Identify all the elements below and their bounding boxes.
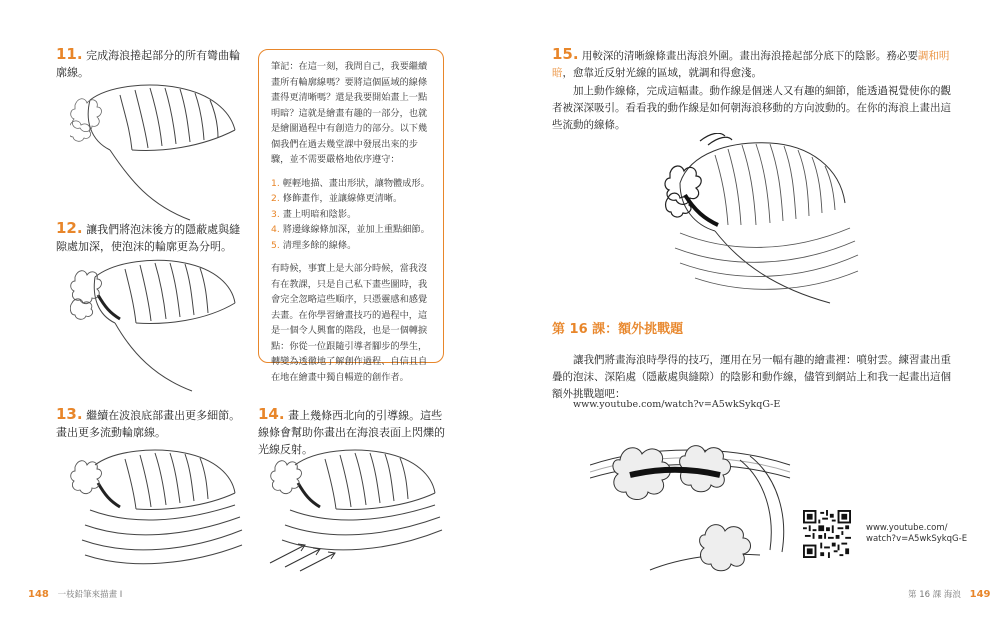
step-15-paragraph: 加上動作線條，完成這幅畫。動作線是個迷人又有趣的細節，能透過視覺使你的觀者被深深吸引。看看我的動作線是如何朝海浪移動的方向波動的。在你的海浪上畫出這些流動的線條。	[552, 85, 951, 131]
wave-drawing-step-15	[660, 133, 860, 308]
qr-code-icon[interactable]	[803, 510, 851, 558]
step-number: 12.	[56, 219, 83, 237]
chapter-title: 第 16 課 海浪	[908, 590, 961, 600]
lesson-url-link[interactable]: www.youtube.com/watch?v=A5wkSykqG-E	[573, 399, 781, 410]
wave-drawing-step-11	[70, 80, 245, 225]
step-number: 14.	[258, 405, 285, 423]
note-intro: 筆記：在這一刻，我問自己，我要繼續畫所有輪廓線嗎？要將這個區域的線條畫得更清晰嗎？還是我要開始畫上一點明暗？這就是繪畫有趣的一部分，也就是繪圖過程中有創造力的部分。以下幾個我們在過去幾堂課中發展出來的步驟，並不需要嚴格地依序遵守：	[271, 61, 428, 165]
lesson-body: 讓我們將畫海浪時學得的技巧，運用在另一幅有趣的繪畫裡：噴射雲。練習畫出重疊的泡沫、深陷處（隱蔽處與縫隙）的陰影和動作線，儘管到網站上和我一起畫出這個額外挑戰題吧：	[552, 354, 951, 400]
page-number: 148	[28, 589, 49, 600]
step-number: 13.	[56, 405, 83, 423]
qr-caption: www.youtube.com/ watch?v=A5wkSykqG-E	[866, 523, 968, 544]
step-text: 用較深的清晰線條畫出海浪外圍。畫出海浪捲起部分底下的陰影。務必要	[581, 50, 918, 62]
right-footer	[908, 588, 991, 600]
step-text: 完成海浪捲起部分的所有彎曲輪廓線。	[56, 49, 241, 79]
step-number: 11.	[56, 45, 83, 63]
note-box	[258, 49, 444, 383]
note-step-item: 4. 將邊緣線條加深，並加上重點細節。	[271, 224, 430, 235]
note-step-item: 3. 畫上明暗和陰影。	[271, 208, 357, 220]
note-steps-list	[271, 176, 431, 254]
note-outro: 有時候，事實上是大部分時候，當我沒有在教課，只是自己私下畫些圖時，我會完全忽略這些順序，只憑靈感和感覺去畫。在你學習繪畫技巧的過程中，這是一個令人興奮的階段，也是一個轉捩點：你從一位跟隨引導者腳步的學生，轉變為透徹地了解創作過程、自信且自在地在繪畫中獨自暢遊的創作者。	[271, 263, 428, 383]
left-footer	[28, 588, 122, 600]
step-11	[56, 46, 246, 81]
step-text: 繼續在波浪底部畫出更多細節。畫出更多流動輪廓線。	[56, 409, 241, 439]
wave-drawing-step-12	[70, 255, 245, 395]
wave-drawing-step-14	[265, 445, 445, 575]
step-text-cont: ，愈靠近反射光線的區域，就調和得愈淺。	[562, 67, 762, 79]
step-text: 畫上幾條西北向的引導線。這些線條會幫助你畫出在海浪表面上閃爍的光線反射。	[258, 409, 445, 456]
book-title: 一枝鉛筆來描畫 I	[57, 590, 123, 600]
step-number: 15.	[552, 45, 579, 63]
step-12	[56, 220, 246, 255]
jet-cloud-drawing	[590, 420, 795, 590]
wave-drawing-step-13	[70, 445, 245, 575]
highlight-text: 調和明暗	[552, 50, 950, 79]
step-13	[56, 406, 246, 441]
note-step-item: 2. 修飾畫作，並讓線條更清晰。	[271, 193, 403, 204]
step-text: 讓我們將泡沫後方的隱蔽處與縫隙處加深，使泡沫的輪廓更為分明。	[56, 223, 241, 253]
note-step-item: 1. 輕輕地描、畫出形狀，讓物體成形。	[271, 177, 430, 189]
lesson-title: 第 16 課：額外挑戰題	[552, 322, 684, 337]
step-15	[552, 46, 954, 82]
page-number: 149	[969, 589, 991, 600]
note-step-item: 5. 清理多餘的線條。	[271, 239, 357, 251]
